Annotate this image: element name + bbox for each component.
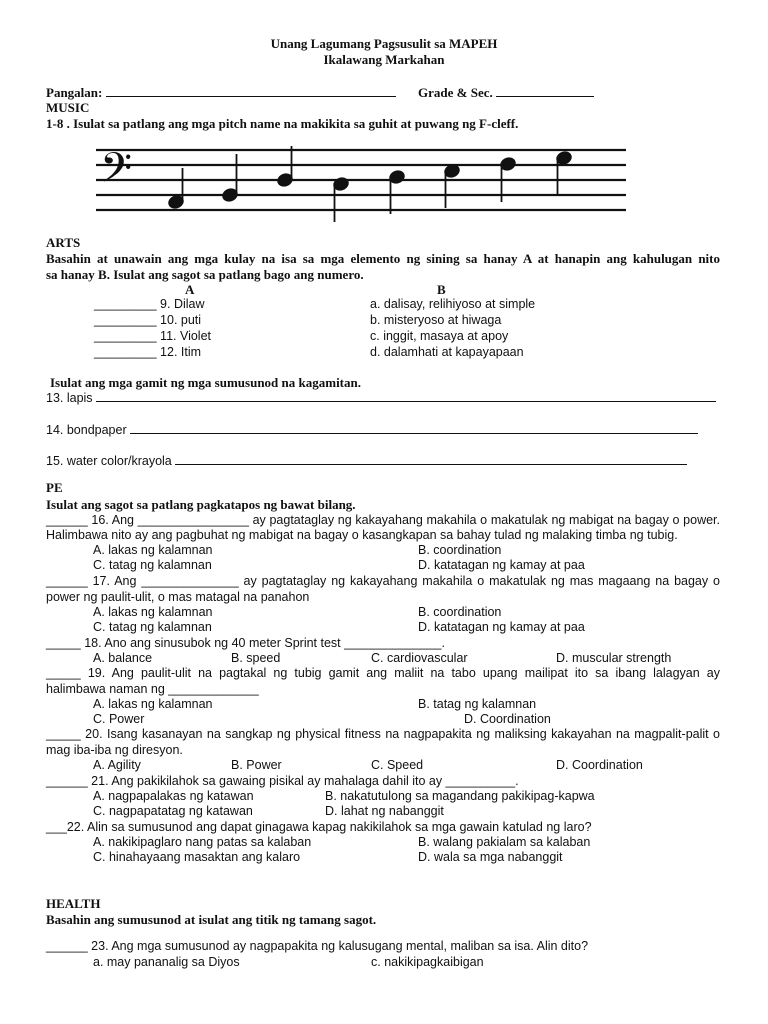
arts-item-left: _________ 9. Dilaw	[94, 297, 205, 311]
choice: D. wala sa mga nabanggit	[418, 850, 563, 864]
name-field	[46, 85, 396, 100]
tool-item-pencil	[46, 390, 716, 406]
question-23-line1: ______ 23. Ang mga sumusunod ay nagpapakita ng kalusugang mental, maliban sa isa. Alin dito?	[46, 939, 589, 953]
question-16-line1: ______ 16. Ang ________________ ay pagtataglay ng kakayahang makahila o makatulak ng mabigat na bagay o power.	[46, 513, 720, 527]
arts-item-right: d. dalamhati at kapayapaan	[370, 345, 524, 359]
note-1	[168, 168, 185, 210]
choice: a. may pananalig sa Diyos	[93, 955, 240, 969]
choice: A. lakas ng kalamnan	[93, 605, 213, 619]
note-8	[556, 150, 573, 196]
note-2	[222, 154, 239, 203]
health-heading: HEALTH	[46, 896, 101, 911]
bass-staff	[96, 132, 648, 222]
arts-item-right: a. dalisay, relihiyoso at simple	[370, 297, 536, 311]
question-22-line1: ___22. Alin sa sumusunod ang dapat ginagawa kapag nakikilahok sa mga gawain katulad ng laro?	[46, 820, 592, 834]
tool-item-bondpaper	[46, 422, 698, 438]
exam-title: Unang Lagumang Pagsusulit sa MAPEH	[270, 36, 498, 51]
choice: A. lakas ng kalamnan	[93, 697, 213, 711]
answer-blank[interactable]	[175, 453, 687, 465]
question-18-line1: _____ 18. Ano ang sinusubok ng 40 meter Sprint test ______________.	[46, 636, 445, 650]
grade-label: Grade & Sec.	[418, 85, 493, 100]
choice: D. katatagan ng kamay at paa	[418, 558, 585, 572]
choice: C. Power	[93, 712, 145, 726]
f-clef-icon: 𝄢	[100, 144, 133, 202]
choice: C. Speed	[371, 758, 424, 772]
tool-item-watercolor	[46, 453, 687, 469]
music-heading: MUSIC	[46, 100, 90, 115]
choice: D. katatagan ng kamay at paa	[418, 620, 585, 634]
arts-heading: ARTS	[46, 235, 81, 250]
music-staff-figure	[96, 132, 648, 222]
arts-item-left: _________ 11. Violet	[94, 329, 212, 343]
note-5	[389, 169, 406, 214]
column-b-header: B	[437, 282, 446, 297]
tools-instruction: Isulat ang mga gamit ng mga sumusunod na kagamitan.	[50, 375, 361, 390]
choice: B. speed	[231, 651, 281, 665]
arts-item-left: _________ 10. puti	[94, 313, 202, 327]
column-a-header: A	[185, 282, 195, 297]
name-blank[interactable]	[106, 85, 396, 97]
arts-instruction-line2: sa hanay B. Isulat ang sagot sa patlang bago ang numero.	[46, 267, 364, 282]
choice: B. nakatutulong sa magandang pakikipag-kapwa	[325, 789, 595, 803]
choice: c. nakikipagkaibigan	[371, 955, 484, 969]
pe-heading: PE	[46, 480, 63, 495]
arts-instruction-line1: Basahin at unawain ang mga kulay na isa sa mga elemento ng sining sa hanay A at hanapin ang kahulugan nito	[46, 251, 720, 266]
question-17-line1: ______ 17. Ang ______________ ay pagtataglay ng kakayahang makahila o makatulak ng mas magaang na bagay o	[46, 574, 720, 588]
choice: C. cardiovascular	[371, 651, 468, 665]
choice: A. balance	[93, 651, 153, 665]
answer-blank[interactable]	[96, 390, 716, 402]
choice: B. Power	[231, 758, 282, 772]
tool-label: 13. lapis	[46, 391, 93, 405]
choice: D. Coordination	[556, 758, 643, 772]
tool-label: 15. water color/krayola	[46, 454, 172, 468]
choice: A. Agility	[93, 758, 141, 772]
arts-item-left: _________ 12. Itim	[94, 345, 202, 359]
exam-subtitle: Ikalawang Markahan	[323, 52, 445, 67]
arts-item-right: c. inggit, masaya at apoy	[370, 329, 509, 343]
choice: A. lakas ng kalamnan	[93, 543, 213, 557]
choice: D. lahat ng nabanggit	[325, 804, 444, 818]
grade-field	[418, 85, 594, 100]
question-21-line1: ______ 21. Ang pakikilahok sa gawaing pisikal ay mahalaga dahil ito ay __________.	[46, 774, 519, 788]
choice: D. Coordination	[464, 712, 551, 726]
question-16-line2: Halimbawa nito ay ang pagbuhat ng mabigat na bagay o kasangkapan sa bahay tulad ng malaking timba ng tubig.	[46, 528, 678, 542]
name-label: Pangalan:	[46, 85, 103, 100]
question-19-line1: _____ 19. Ang paulit-ulit na pagtakal ng tubig gamit ang maliit na tabo upang mailipat ito sa ibang lalagyan ay	[46, 666, 720, 680]
grade-blank[interactable]	[496, 85, 594, 97]
choice: C. hinahayaang masaktan ang kalaro	[93, 850, 301, 864]
health-instruction: Basahin ang sumusunod at isulat ang titik ng tamang sagot.	[46, 912, 377, 927]
pe-instruction: Isulat ang sagot sa patlang pagkatapos ng bawat bilang.	[46, 497, 356, 512]
note-4	[333, 176, 350, 222]
question-20-line1: _____ 20. Isang kasanayan na sangkap ng physical fitness na nagpapakita ng maliksing kakayahan na magpalit-palit o	[46, 727, 720, 741]
arts-item-right: b. misteryoso at hiwaga	[370, 313, 502, 327]
tool-label: 14. bondpaper	[46, 423, 127, 437]
choice: C. tatag ng kalamnan	[93, 558, 212, 572]
note-6	[444, 163, 461, 208]
choice: C. tatag ng kalamnan	[93, 620, 212, 634]
choice: B. walang pakialam sa kalaban	[418, 835, 591, 849]
choice: B. tatag ng kalamnan	[418, 697, 537, 711]
choice: C. nagpapatatag ng katawan	[93, 804, 253, 818]
question-17-line2: power ng paulit-ulit, o mas matagal na panahon	[46, 590, 310, 604]
question-19-line2: halimbawa naman ng _____________	[46, 682, 259, 696]
choice: D. muscular strength	[556, 651, 672, 665]
note-3	[277, 146, 294, 188]
choice: A. nagpapalakas ng katawan	[93, 789, 254, 803]
choice: B. coordination	[418, 605, 502, 619]
music-instruction: 1-8 . Isulat sa patlang ang mga pitch name na makikita sa guhit at puwang ng F-cleff.	[46, 116, 519, 131]
question-20-line2: mag iba-iba ng diresyon.	[46, 743, 183, 757]
choice: A. nakikipaglaro nang patas sa kalaban	[93, 835, 312, 849]
choice: B. coordination	[418, 543, 502, 557]
answer-blank[interactable]	[130, 422, 698, 434]
